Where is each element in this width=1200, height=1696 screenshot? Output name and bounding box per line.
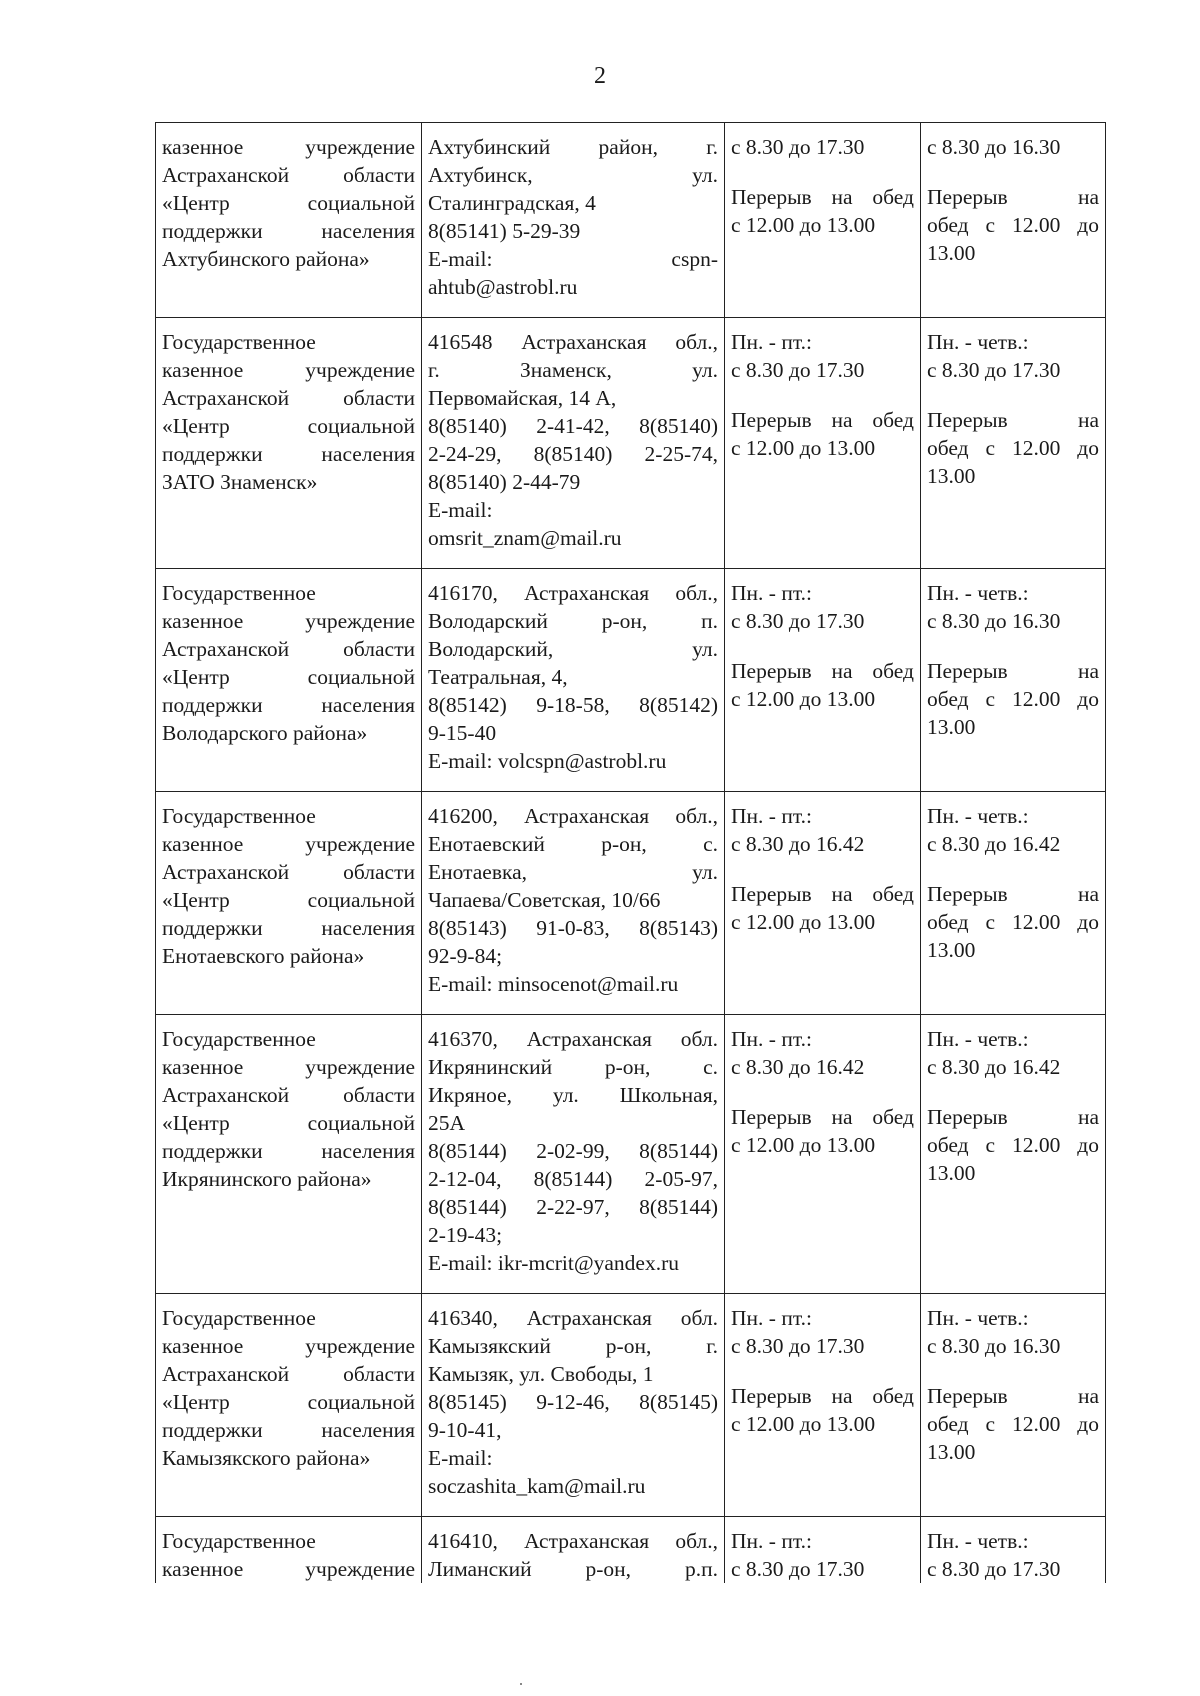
address-line: 416200, Астраханская обл., — [428, 804, 718, 828]
address-line: E-mail: cspn- — [428, 247, 718, 271]
lunch-break-time: 13.00 — [927, 464, 976, 488]
lunch-break-time: 13.00 — [927, 938, 976, 962]
address-line: Ахтубинск, ул. — [428, 163, 718, 187]
address-line: г. Знаменск, ул. — [428, 358, 718, 382]
scan-speck — [520, 1683, 522, 1685]
lunch-break-time: 13.00 — [927, 1161, 976, 1185]
table-row — [156, 123, 1106, 318]
address-cell — [422, 1294, 725, 1517]
organization-line: Астраханской области — [162, 386, 415, 410]
address-line: 8(85143) 91-0-83, 8(85143) — [428, 916, 718, 940]
address-line: 92-9-84; — [428, 944, 503, 968]
organization-line: Астраханской области — [162, 1362, 415, 1386]
working-hours: с 8.30 до 17.30 — [927, 358, 1061, 382]
institutions-table — [155, 122, 1106, 1583]
address-line: 8(85144) 2-22-97, 8(85144) — [428, 1195, 718, 1219]
lunch-break-time: с 12.00 до 13.00 — [731, 1412, 876, 1436]
address-line: Енотаевский р-он, с. — [428, 832, 718, 856]
organization-line: Ахтубинского района» — [162, 247, 370, 271]
lunch-break-text: Перерыв на обед — [731, 408, 914, 432]
organization-line: Енотаевского района» — [162, 944, 365, 968]
working-hours: с 8.30 до 17.30 — [731, 1334, 865, 1358]
address-line: Театральная, 4, — [428, 665, 568, 689]
address-line: Володарский р-он, п. — [428, 609, 718, 633]
address-line: 8(85140) 2-41-42, 8(85140) — [428, 414, 718, 438]
working-days: Пн. - пт.: — [731, 1529, 812, 1553]
address-line: 416370, Астраханская обл. — [428, 1027, 718, 1051]
lunch-break-time: обед с 12.00 до — [927, 1133, 1099, 1157]
working-hours: с 8.30 до 16.42 — [927, 832, 1061, 856]
working-days: Пн. - пт.: — [731, 1027, 812, 1051]
lunch-break-text: Перерыв на обед — [731, 185, 914, 209]
short-day-schedule-cell — [921, 1015, 1106, 1294]
address-line: Чапаева/Советская, 10/66 — [428, 888, 661, 912]
address-line: 25А — [428, 1111, 466, 1135]
short-day-schedule-cell — [921, 1294, 1106, 1517]
organization-line: поддержки населения — [162, 442, 415, 466]
address-line: Ахтубинский район, г. — [428, 135, 718, 159]
weekday-schedule-cell — [725, 792, 921, 1015]
lunch-break-text: Перерыв на обед — [731, 1105, 914, 1129]
address-line: 2-12-04, 8(85144) 2-05-97, — [428, 1167, 718, 1191]
organization-line: «Центр социальной — [162, 191, 415, 215]
lunch-break-time: с 12.00 до 13.00 — [731, 910, 876, 934]
lunch-break-text: Перерыв на обед — [731, 882, 914, 906]
working-days: Пн. - пт.: — [731, 1306, 812, 1330]
organization-line: Государственное — [162, 1306, 316, 1330]
address-line: 9-10-41, — [428, 1418, 502, 1442]
table-row — [156, 1015, 1106, 1294]
table-row — [156, 569, 1106, 792]
address-line: Первомайская, 14 А, — [428, 386, 617, 410]
working-days: Пн. - пт.: — [731, 330, 812, 354]
organization-line: казенное учреждение — [162, 832, 415, 856]
address-line: 416170, Астраханская обл., — [428, 581, 718, 605]
working-hours: с 8.30 до 16.30 — [927, 1334, 1061, 1358]
short-day-schedule-cell — [921, 792, 1106, 1015]
short-day-schedule-cell — [921, 318, 1106, 569]
organization-cell — [156, 569, 422, 792]
lunch-break-text: Перерыв на обед — [731, 1384, 914, 1408]
organization-line: «Центр социальной — [162, 1390, 415, 1414]
organization-line: Астраханской области — [162, 637, 415, 661]
organization-line: поддержки населения — [162, 916, 415, 940]
table-row — [156, 792, 1106, 1015]
organization-line: Камызякского района» — [162, 1446, 371, 1470]
address-cell — [422, 1015, 725, 1294]
address-line: 2-24-29, 8(85140) 2-25-74, — [428, 442, 718, 466]
organization-line: казенное учреждение — [162, 1334, 415, 1358]
organization-line: Астраханской области — [162, 860, 415, 884]
address-line: 9-15-40 — [428, 721, 497, 745]
address-cell — [422, 792, 725, 1015]
weekday-schedule-cell — [725, 569, 921, 792]
address-line: Сталинградская, 4 — [428, 191, 596, 215]
organization-line: поддержки населения — [162, 1418, 415, 1442]
working-days: Пн. - четв.: — [927, 804, 1029, 828]
address-cell — [422, 1517, 725, 1584]
working-days: Пн. - четв.: — [927, 581, 1029, 605]
address-line: 8(85144) 2-02-99, 8(85144) — [428, 1139, 718, 1163]
lunch-break-text: Перерыв на — [927, 1384, 1099, 1408]
working-hours: с 8.30 до 16.42 — [731, 1055, 865, 1079]
working-hours: с 8.30 до 16.42 — [927, 1055, 1061, 1079]
email-line: E-mail: volcspn@astrobl.ru — [428, 749, 667, 773]
organization-line: поддержки населения — [162, 219, 415, 243]
working-days: Пн. - пт.: — [731, 581, 812, 605]
address-line: Икряное, ул. Школьная, — [428, 1083, 718, 1107]
lunch-break-time: обед с 12.00 до — [927, 910, 1099, 934]
organization-line: поддержки населения — [162, 1139, 415, 1163]
address-line: Володарский, ул. — [428, 637, 718, 661]
working-hours: с 8.30 до 16.30 — [927, 135, 1061, 159]
organization-line: Астраханской области — [162, 163, 415, 187]
organization-cell — [156, 792, 422, 1015]
lunch-break-text: Перерыв на — [927, 185, 1099, 209]
working-days: Пн. - четв.: — [927, 1027, 1029, 1051]
lunch-break-time: с 12.00 до 13.00 — [731, 687, 876, 711]
lunch-break-time: с 12.00 до 13.00 — [731, 436, 876, 460]
lunch-break-time: обед с 12.00 до — [927, 687, 1099, 711]
lunch-break-time: 13.00 — [927, 1440, 976, 1464]
organization-line: «Центр социальной — [162, 888, 415, 912]
organization-line: Икрянинского района» — [162, 1167, 372, 1191]
organization-line: ЗАТО Знаменск» — [162, 470, 318, 494]
organization-line: Государственное — [162, 1529, 316, 1553]
address-line: 8(85140) 2-44-79 — [428, 470, 581, 494]
address-line: Камызяк, ул. Свободы, 1 — [428, 1362, 654, 1386]
address-cell — [422, 318, 725, 569]
lunch-break-time: обед с 12.00 до — [927, 436, 1099, 460]
address-line: Енотаевка, ул. — [428, 860, 718, 884]
organization-cell — [156, 123, 422, 318]
organization-line: поддержки населения — [162, 693, 415, 717]
weekday-schedule-cell — [725, 1294, 921, 1517]
organization-line: «Центр социальной — [162, 1111, 415, 1135]
organization-line: казенное учреждение — [162, 358, 415, 382]
short-day-schedule-cell — [921, 1517, 1106, 1584]
weekday-schedule-cell — [725, 1517, 921, 1584]
organization-cell — [156, 1517, 422, 1584]
organization-line: Государственное — [162, 330, 316, 354]
address-line: Лиманский р-он, р.п. — [428, 1557, 718, 1581]
working-days: Пн. - четв.: — [927, 1306, 1029, 1330]
organization-line: Государственное — [162, 1027, 316, 1051]
working-days: Пн. - четв.: — [927, 1529, 1029, 1553]
lunch-break-text: Перерыв на — [927, 882, 1099, 906]
lunch-break-text: Перерыв на обед — [731, 659, 914, 683]
lunch-break-time: 13.00 — [927, 241, 976, 265]
working-hours: с 8.30 до 16.42 — [731, 832, 865, 856]
organization-line: «Центр социальной — [162, 665, 415, 689]
email-line: ahtub@astrobl.ru — [428, 275, 578, 299]
lunch-break-time: обед с 12.00 до — [927, 213, 1099, 237]
email-line: omsrit_znam@mail.ru — [428, 526, 622, 550]
organization-line: казенное учреждение — [162, 609, 415, 633]
lunch-break-time: с 12.00 до 13.00 — [731, 213, 876, 237]
organization-line: Государственное — [162, 804, 316, 828]
organization-cell — [156, 318, 422, 569]
organization-line: казенное учреждение — [162, 1055, 415, 1079]
address-line: 416340, Астраханская обл. — [428, 1306, 718, 1330]
working-hours: с 8.30 до 17.30 — [731, 135, 865, 159]
email-line: E-mail: minsocenot@mail.ru — [428, 972, 679, 996]
weekday-schedule-cell — [725, 123, 921, 318]
address-line: 2-19-43; — [428, 1223, 503, 1247]
working-hours: с 8.30 до 17.30 — [927, 1557, 1061, 1581]
address-cell — [422, 569, 725, 792]
table-row — [156, 318, 1106, 569]
address-line: 8(85142) 9-18-58, 8(85142) — [428, 693, 718, 717]
short-day-schedule-cell — [921, 123, 1106, 318]
lunch-break-text: Перерыв на — [927, 659, 1099, 683]
address-line: E-mail: — [428, 498, 493, 522]
address-line: 416410, Астраханская обл., — [428, 1529, 718, 1553]
short-day-schedule-cell — [921, 569, 1106, 792]
weekday-schedule-cell — [725, 318, 921, 569]
working-hours: с 8.30 до 17.30 — [731, 1557, 865, 1581]
working-days: Пн. - четв.: — [927, 330, 1029, 354]
lunch-break-text: Перерыв на — [927, 1105, 1099, 1129]
address-line: Камызякский р-он, г. — [428, 1334, 718, 1358]
lunch-break-text: Перерыв на — [927, 408, 1099, 432]
address-line: 8(85145) 9-12-46, 8(85145) — [428, 1390, 718, 1414]
organization-line: казенное учреждение — [162, 135, 415, 159]
working-hours: с 8.30 до 16.30 — [927, 609, 1061, 633]
address-line: 416548 Астраханская обл., — [428, 330, 718, 354]
organization-line: казенное учреждение — [162, 1557, 415, 1581]
address-line: Икрянинский р-он, с. — [428, 1055, 718, 1079]
lunch-break-time: с 12.00 до 13.00 — [731, 1133, 876, 1157]
working-hours: с 8.30 до 17.30 — [731, 358, 865, 382]
organization-line: Государственное — [162, 581, 316, 605]
address-line: 8(85141) 5-29-39 — [428, 219, 581, 243]
lunch-break-time: 13.00 — [927, 715, 976, 739]
lunch-break-time: обед с 12.00 до — [927, 1412, 1099, 1436]
working-days: Пн. - пт.: — [731, 804, 812, 828]
working-hours: с 8.30 до 17.30 — [731, 609, 865, 633]
organization-line: Володарского района» — [162, 721, 368, 745]
address-line: E-mail: — [428, 1446, 493, 1470]
organization-cell — [156, 1294, 422, 1517]
organization-line: «Центр социальной — [162, 414, 415, 438]
address-cell — [422, 123, 725, 318]
page-number: 2 — [594, 63, 606, 89]
email-line: soczashita_kam@mail.ru — [428, 1474, 646, 1498]
email-line: E-mail: ikr-mcrit@yandex.ru — [428, 1251, 680, 1275]
weekday-schedule-cell — [725, 1015, 921, 1294]
table-row — [156, 1294, 1106, 1517]
table-row — [156, 1517, 1106, 1584]
organization-line: Астраханской области — [162, 1083, 415, 1107]
organization-cell — [156, 1015, 422, 1294]
